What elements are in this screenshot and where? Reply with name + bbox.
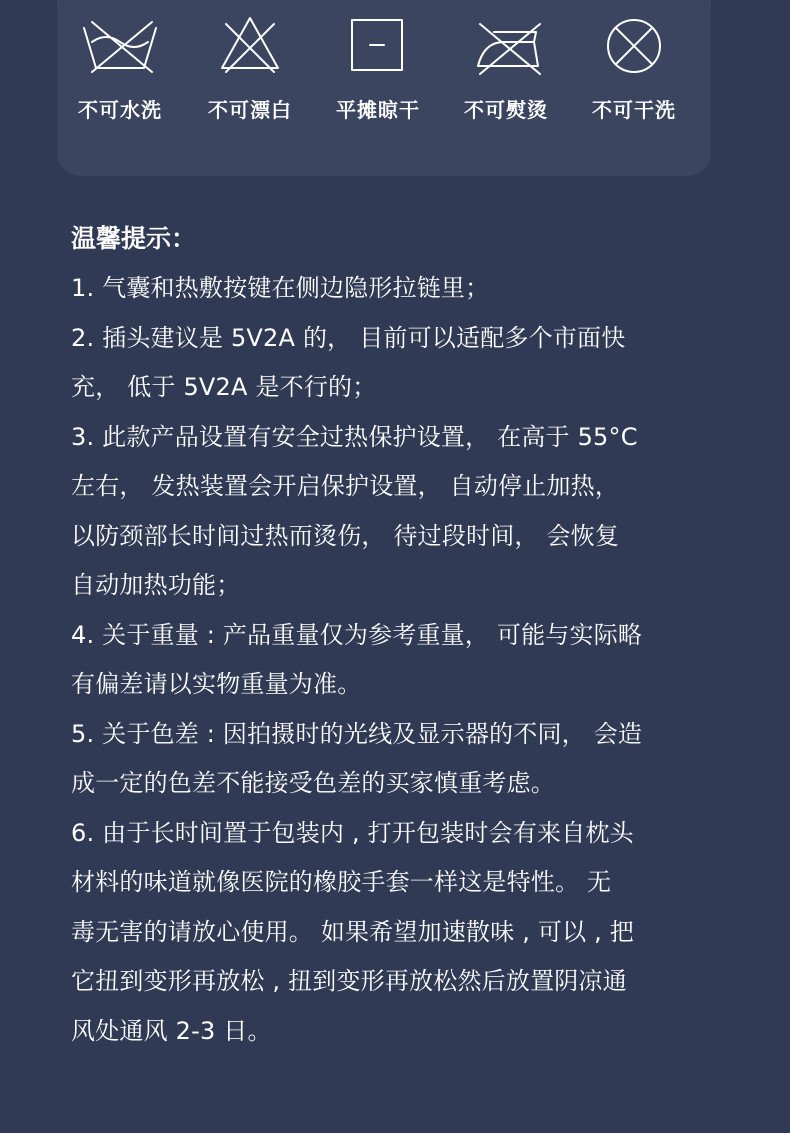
tip-line: 材料的味道就像医院的橡胶手套一样这是特性。 无 (71, 868, 612, 896)
care-symbol-dry-flat (315, 8, 441, 123)
no-hand-wash-icon (72, 8, 168, 78)
care-symbol-no-dry-clean (571, 8, 697, 123)
tip-line: 2. 插头建议是 5V2A 的， 目前可以适配多个市面快 (71, 323, 626, 352)
care-label-no-hand-wash: 不可水洗 (78, 98, 162, 122)
care-symbols-panel (57, 0, 711, 176)
tip-line: 4. 关于重量 : 产品重量仅为参考重量， 可能与实际略 (71, 620, 643, 649)
care-label-no-bleach: 不可漂白 (208, 98, 292, 122)
care-label-dry-flat: 平摊晾干 (336, 98, 420, 122)
tip-line: 左右， 发热装置会开启保护设置， 自动停止加热， (71, 472, 620, 500)
no-dry-clean-icon (586, 8, 682, 78)
tips-section (71, 214, 741, 1056)
care-symbol-no-bleach (187, 8, 313, 123)
tip-line: 它扭到变形再放松 , 扭到变形再放松然后放置阴凉通 (71, 967, 627, 995)
care-symbol-no-hand-wash (57, 8, 183, 123)
tips-title: 温馨提示： (71, 224, 197, 253)
tip-line: 3. 此款产品设置有安全过热保护设置， 在高于 55°C (71, 422, 638, 451)
dry-flat-icon (330, 8, 426, 78)
tip-line: 5. 关于色差 : 因拍摄时的光线及显示器的不同， 会造 (71, 719, 643, 748)
no-bleach-icon (202, 8, 298, 78)
tip-line: 6. 由于长时间置于包装内 , 打开包装时会有来自枕头 (71, 818, 634, 847)
care-label-no-dry-clean: 不可干洗 (592, 98, 676, 122)
tip-line: 有偏差请以实物重量为准。 (71, 670, 362, 698)
tip-line: 毒无害的请放心使用。 如果希望加速散味 , 可以 , 把 (71, 917, 635, 946)
tip-line: 风处通风 2-3 日。 (71, 1016, 272, 1045)
tip-line: 充， 低于 5V2A 是不行的； (71, 373, 377, 401)
tip-line: 1. 气囊和热敷按键在侧边隐形拉链里； (71, 274, 490, 302)
care-symbol-no-iron (443, 8, 569, 123)
care-label-no-iron: 不可熨烫 (464, 98, 548, 122)
no-iron-icon (458, 8, 554, 78)
tip-line: 自动加热功能； (71, 571, 241, 599)
tip-line: 以防颈部长时间过热而烫伤， 待过段时间， 会恢复 (71, 521, 620, 550)
tip-line: 成一定的色差不能接受色差的买家慎重考虑。 (71, 769, 555, 797)
